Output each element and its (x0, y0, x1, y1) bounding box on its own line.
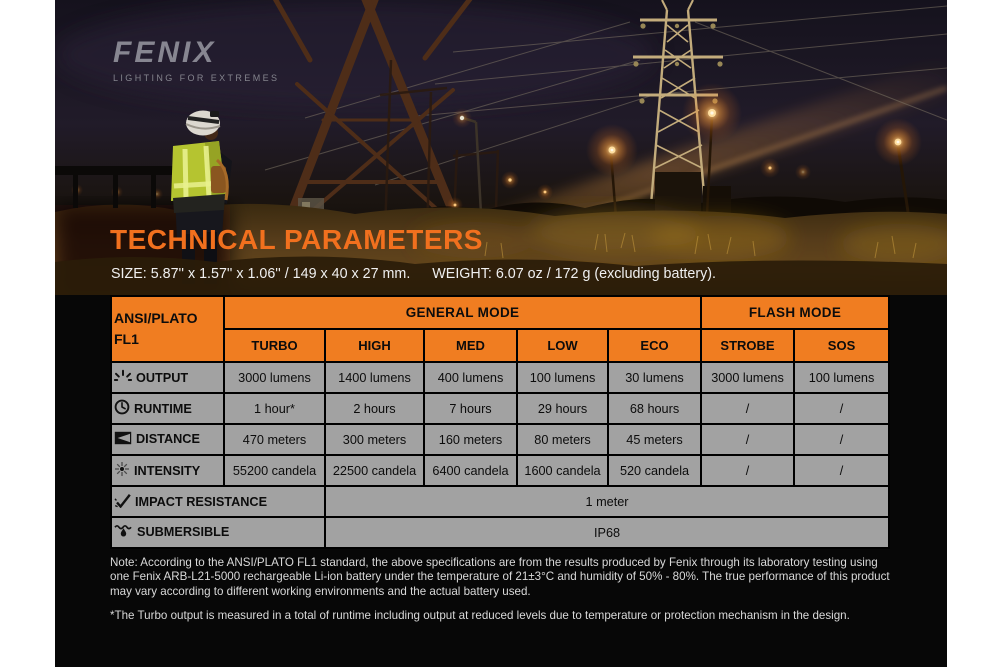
water-drop-waves-icon (114, 524, 133, 541)
cell: / (794, 455, 889, 486)
ansi-plato-header (111, 296, 224, 362)
general-mode-header: GENERAL MODE (224, 296, 701, 329)
row-label: SUBMERSIBLE (137, 525, 230, 539)
check-impact-icon (114, 493, 131, 511)
cell: 100 lumens (517, 362, 608, 393)
cell: 100 lumens (794, 362, 889, 393)
cell: / (701, 393, 794, 424)
row-label: OUTPUT (136, 370, 189, 385)
cell: 470 meters (224, 424, 325, 455)
target-burst-icon (114, 461, 130, 480)
size-weight-line (111, 266, 716, 282)
row-label: RUNTIME (134, 402, 192, 416)
runtime-row (111, 393, 889, 424)
brand-name: FENIX (113, 36, 217, 69)
cell: 1 hour* (224, 393, 325, 424)
cell: 300 meters (325, 424, 424, 455)
brand-logo (113, 36, 279, 83)
mode-low: LOW (517, 329, 608, 362)
size-label: SIZE: 5.87'' x 1.57'' x 1.06'' / 149 x 40 x 27 mm. (111, 266, 411, 282)
brand-tagline: LIGHTING FOR EXTREMES (113, 73, 280, 83)
cell: 1600 candela (517, 455, 608, 486)
row-label: DISTANCE (136, 432, 200, 446)
spec-table (110, 295, 890, 549)
footnotes (110, 556, 900, 623)
distance-row (111, 424, 889, 455)
cell: IP68 (325, 517, 889, 548)
clock-icon (114, 399, 130, 418)
cell: 3000 lumens (224, 362, 325, 393)
mode-turbo: TURBO (224, 329, 325, 362)
cell: 80 meters (517, 424, 608, 455)
mode-high: HIGH (325, 329, 424, 362)
impact-resistance-row (111, 486, 889, 517)
row-label: IMPACT RESISTANCE (135, 494, 268, 509)
submersible-row (111, 517, 889, 548)
cell: 400 lumens (424, 362, 517, 393)
cell: / (794, 424, 889, 455)
mode-header-row (111, 329, 889, 362)
note-turbo: *The Turbo output is measured in a total of runtime including output at reduced levels due to temperature or protection mechanism in the design. (110, 608, 850, 622)
output-row (111, 362, 889, 393)
intensity-row (111, 455, 889, 486)
mode-strobe: STROBE (701, 329, 794, 362)
cell: / (701, 455, 794, 486)
ansi-plato-line2: FL1 (114, 331, 139, 347)
beam-screen-icon (114, 431, 132, 448)
cell: 29 hours (517, 393, 608, 424)
note-main: Note: According to the ANSI/PLATO FL1 standard, the above specifications are from the results produced by Fenix through its laboratory testing using one Fenix ARB-L21-5000 rechargeable Li-ion battery under the temperature of 21±3°C and humidity of 50% - 80%. The true performance of this product may vary according to different working environments and the actual battery used. (110, 556, 890, 598)
ansi-plato-line1: ANSI/PLATO (114, 310, 198, 326)
cell: / (701, 424, 794, 455)
weight-label: WEIGHT: 6.07 oz / 172 g (excluding battery). (432, 266, 716, 282)
content-block (55, 0, 947, 667)
cell: / (794, 393, 889, 424)
page-title: TECHNICAL PARAMETERS (110, 224, 483, 255)
mode-eco: ECO (608, 329, 701, 362)
cell: 520 candela (608, 455, 701, 486)
flash-mode-header: FLASH MODE (701, 296, 889, 329)
cell: 1 meter (325, 486, 889, 517)
mode-sos: SOS (794, 329, 889, 362)
cell: 45 meters (608, 424, 701, 455)
cell: 22500 candela (325, 455, 424, 486)
cell: 2 hours (325, 393, 424, 424)
cell: 55200 candela (224, 455, 325, 486)
cell: 1400 lumens (325, 362, 424, 393)
cell: 3000 lumens (701, 362, 794, 393)
cell: 30 lumens (608, 362, 701, 393)
cell: 160 meters (424, 424, 517, 455)
cell: 7 hours (424, 393, 517, 424)
group-header-row (111, 296, 889, 329)
mode-med: MED (424, 329, 517, 362)
hero-photo (55, 0, 947, 295)
row-label: INTENSITY (134, 464, 201, 478)
light-burst-icon (114, 369, 132, 387)
cell: 68 hours (608, 393, 701, 424)
cell: 6400 candela (424, 455, 517, 486)
